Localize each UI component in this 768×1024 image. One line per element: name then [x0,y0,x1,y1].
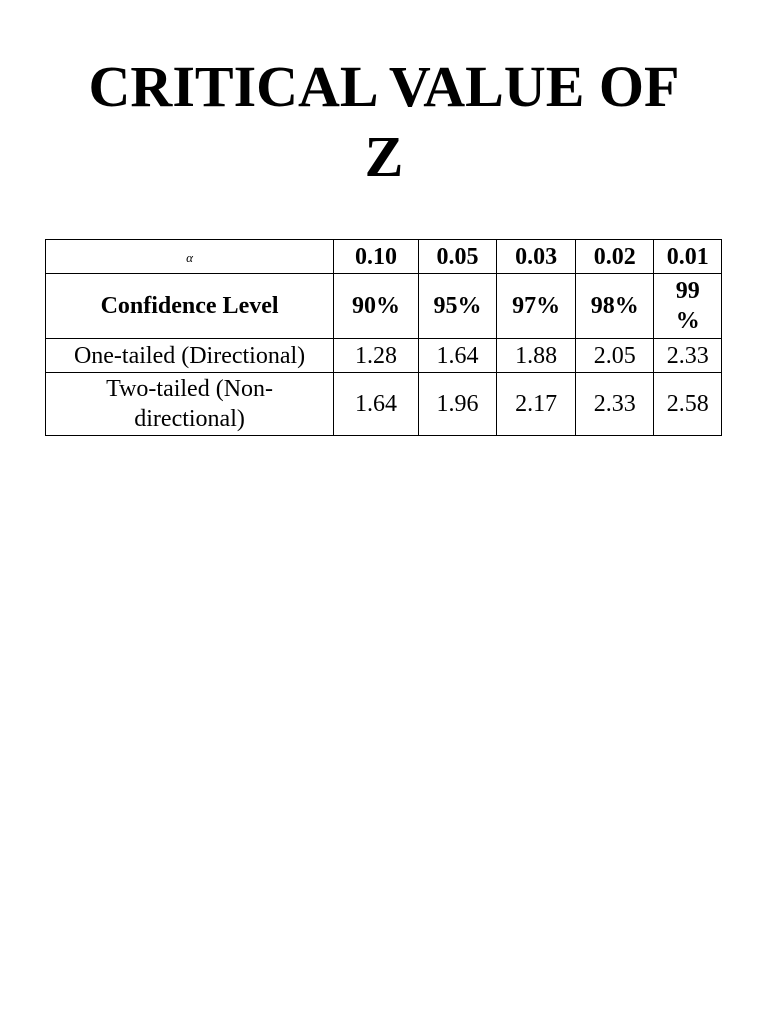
two-tailed-value-cell: 2.33 [575,373,654,436]
page-title [0,52,768,192]
two-tailed-value-cell: 1.64 [334,373,419,436]
one-tailed-value-cell: 2.33 [654,339,722,373]
one-tailed-value-cell: 1.64 [418,339,497,373]
alpha-value-cell: 0.01 [654,240,722,274]
two-tailed-value-cell: 2.58 [654,373,722,436]
one-tailed-label-cell: One-tailed (Directional) [46,339,334,373]
confidence-value-cell: 97% [497,274,576,339]
confidence-value-cell: 95% [418,274,497,339]
table-row-confidence [46,274,722,339]
two-tailed-label-cell: Two-tailed (Non-directional) [46,373,334,436]
two-tailed-value-cell: 1.96 [418,373,497,436]
alpha-value-cell: 0.03 [497,240,576,274]
alpha-value-cell: 0.05 [418,240,497,274]
one-tailed-value-cell: 1.28 [334,339,419,373]
confidence-label-cell: Confidence Level [46,274,334,339]
critical-values-table [45,239,722,436]
alpha-value-cell: 0.10 [334,240,419,274]
alpha-symbol: α [186,250,193,265]
title-line-1: CRITICAL VALUE OF [88,54,680,119]
table-row-one-tailed [46,339,722,373]
one-tailed-value-cell: 2.05 [575,339,654,373]
confidence-value-cell: 90% [334,274,419,339]
confidence-value-cell: 98% [575,274,654,339]
table-row-alpha [46,240,722,274]
one-tailed-value-cell: 1.88 [497,339,576,373]
alpha-label-cell [46,240,334,274]
title-line-2: Z [364,124,404,189]
confidence-value-99: 99 % [675,278,700,334]
confidence-value-cell [654,274,722,339]
table-row-two-tailed [46,373,722,436]
alpha-value-cell: 0.02 [575,240,654,274]
two-tailed-value-cell: 2.17 [497,373,576,436]
